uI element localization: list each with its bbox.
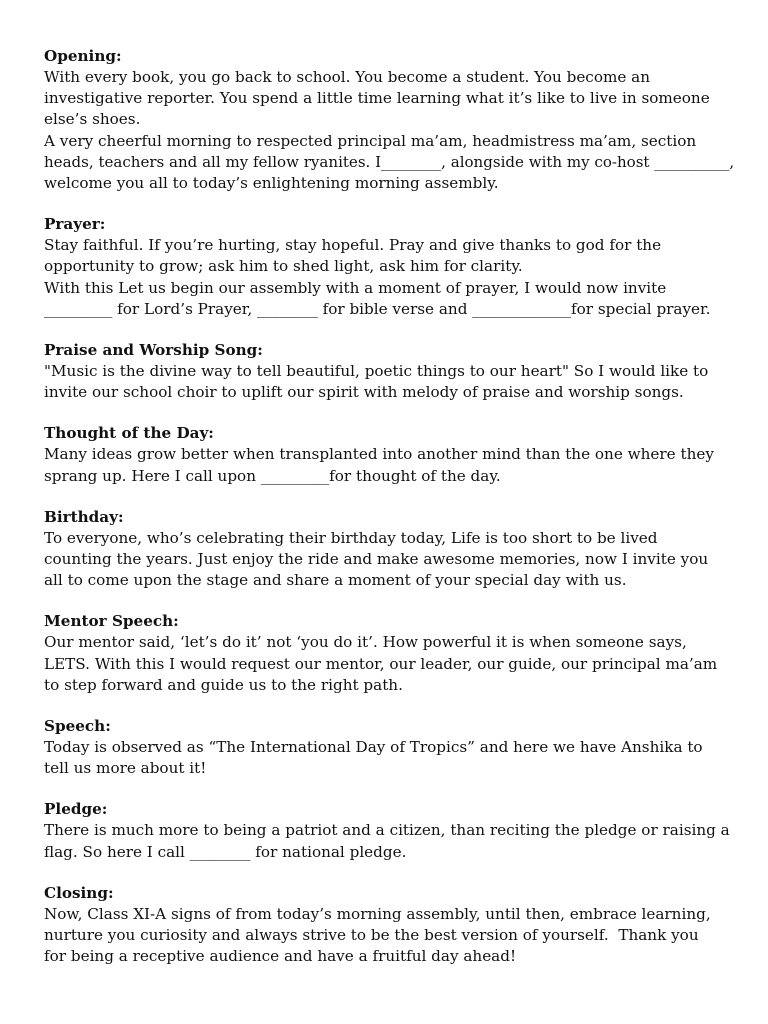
paragraph-line: for being a receptive audience and have a fruitful day ahead!: [44, 947, 517, 966]
section-heading-praise-and-worship: Praise and Worship Song:: [44, 341, 263, 360]
section-heading-speech: Speech:: [44, 717, 111, 736]
section-heading-thought-of-the-day: Thought of the Day:: [44, 424, 214, 443]
document-page: [44, 46, 734, 967]
paragraph-line: flag. So here I call ________ for national pledge.: [44, 842, 407, 861]
paragraph-line: LETS. With this I would request our mentor, our leader, our guide, our principal ma’am: [44, 654, 718, 673]
section-birthday: [44, 507, 734, 592]
paragraph-line: else’s shoes.: [44, 110, 141, 129]
section-heading-opening: Opening:: [44, 47, 122, 65]
section-heading-pledge: Pledge:: [44, 800, 108, 819]
paragraph-line: nurture you curiosity and always strive to be the best version of yourself. Thank you: [44, 926, 699, 945]
section-thought-of-the-day: [44, 423, 734, 486]
section-closing: [44, 883, 734, 968]
section-pledge: [44, 799, 734, 862]
section-heading-mentor-speech: Mentor Speech:: [44, 612, 179, 631]
paragraph-line: Stay faithful. If you’re hurting, stay hopeful. Pray and give thanks to god for the: [44, 236, 662, 255]
paragraph-line: welcome you all to today’s enlightening morning assembly.: [44, 174, 499, 193]
paragraph-line: With this Let us begin our assembly with a moment of prayer, I would now invite: [44, 278, 667, 297]
section-heading-closing: Closing:: [44, 883, 114, 902]
paragraph-line: opportunity to grow; ask him to shed light, ask him for clarity.: [44, 257, 523, 276]
paragraph-line: Many ideas grow better when transplanted into another mind than the one where they: [44, 445, 714, 464]
paragraph-line: sprang up. Here I call upon _________for thought of the day.: [44, 466, 501, 485]
paragraph-line: counting the years. Just enjoy the ride and make awesome memories, now I invite you: [44, 550, 709, 569]
section-praise-and-worship: [44, 340, 734, 403]
paragraph-line: A very cheerful morning to respected principal ma’am, headmistress ma’am, section: [44, 131, 697, 150]
paragraph-line: Our mentor said, ‘let’s do it’ not ‘you do it’. How powerful it is when someone says,: [44, 633, 687, 652]
paragraph-line: There is much more to being a patriot and a citizen, than reciting the pledge or raising a: [44, 821, 730, 840]
paragraph-line: _________ for Lord’s Prayer, ________ for bible verse and _____________for special prayer.: [44, 299, 711, 318]
paragraph-line: investigative reporter. You spend a little time learning what it’s like to live in someone: [44, 89, 710, 108]
section-heading-prayer: Prayer:: [44, 215, 106, 234]
paragraph-line: heads, teachers and all my fellow ryanites. I________, alongside with my co-host __________,: [44, 152, 735, 171]
section-mentor-speech: [44, 611, 734, 696]
paragraph-line: "Music is the divine way to tell beautiful, poetic things to our heart" So I would like to: [44, 362, 709, 381]
paragraph-line: With every book, you go back to school. You become a student. You become an: [44, 68, 651, 86]
section-opening: [44, 46, 734, 194]
paragraph-line: tell us more about it!: [44, 759, 207, 778]
paragraph-line: all to come upon the stage and share a moment of your special day with us.: [44, 571, 627, 590]
paragraph-line: To everyone, who’s celebrating their birthday today, Life is too short to be lived: [44, 528, 658, 547]
paragraph-line: Today is observed as “The International Day of Tropics” and here we have Anshika to: [44, 738, 703, 757]
paragraph-line: Now, Class XI-A signs of from today’s morning assembly, until then, embrace learning,: [44, 904, 711, 923]
section-prayer: [44, 214, 734, 320]
paragraph-line: invite our school choir to uplift our spirit with melody of praise and worship songs.: [44, 383, 684, 402]
section-heading-birthday: Birthday:: [44, 507, 124, 526]
paragraph-line: to step forward and guide us to the right path.: [44, 675, 403, 694]
section-speech: [44, 716, 734, 779]
